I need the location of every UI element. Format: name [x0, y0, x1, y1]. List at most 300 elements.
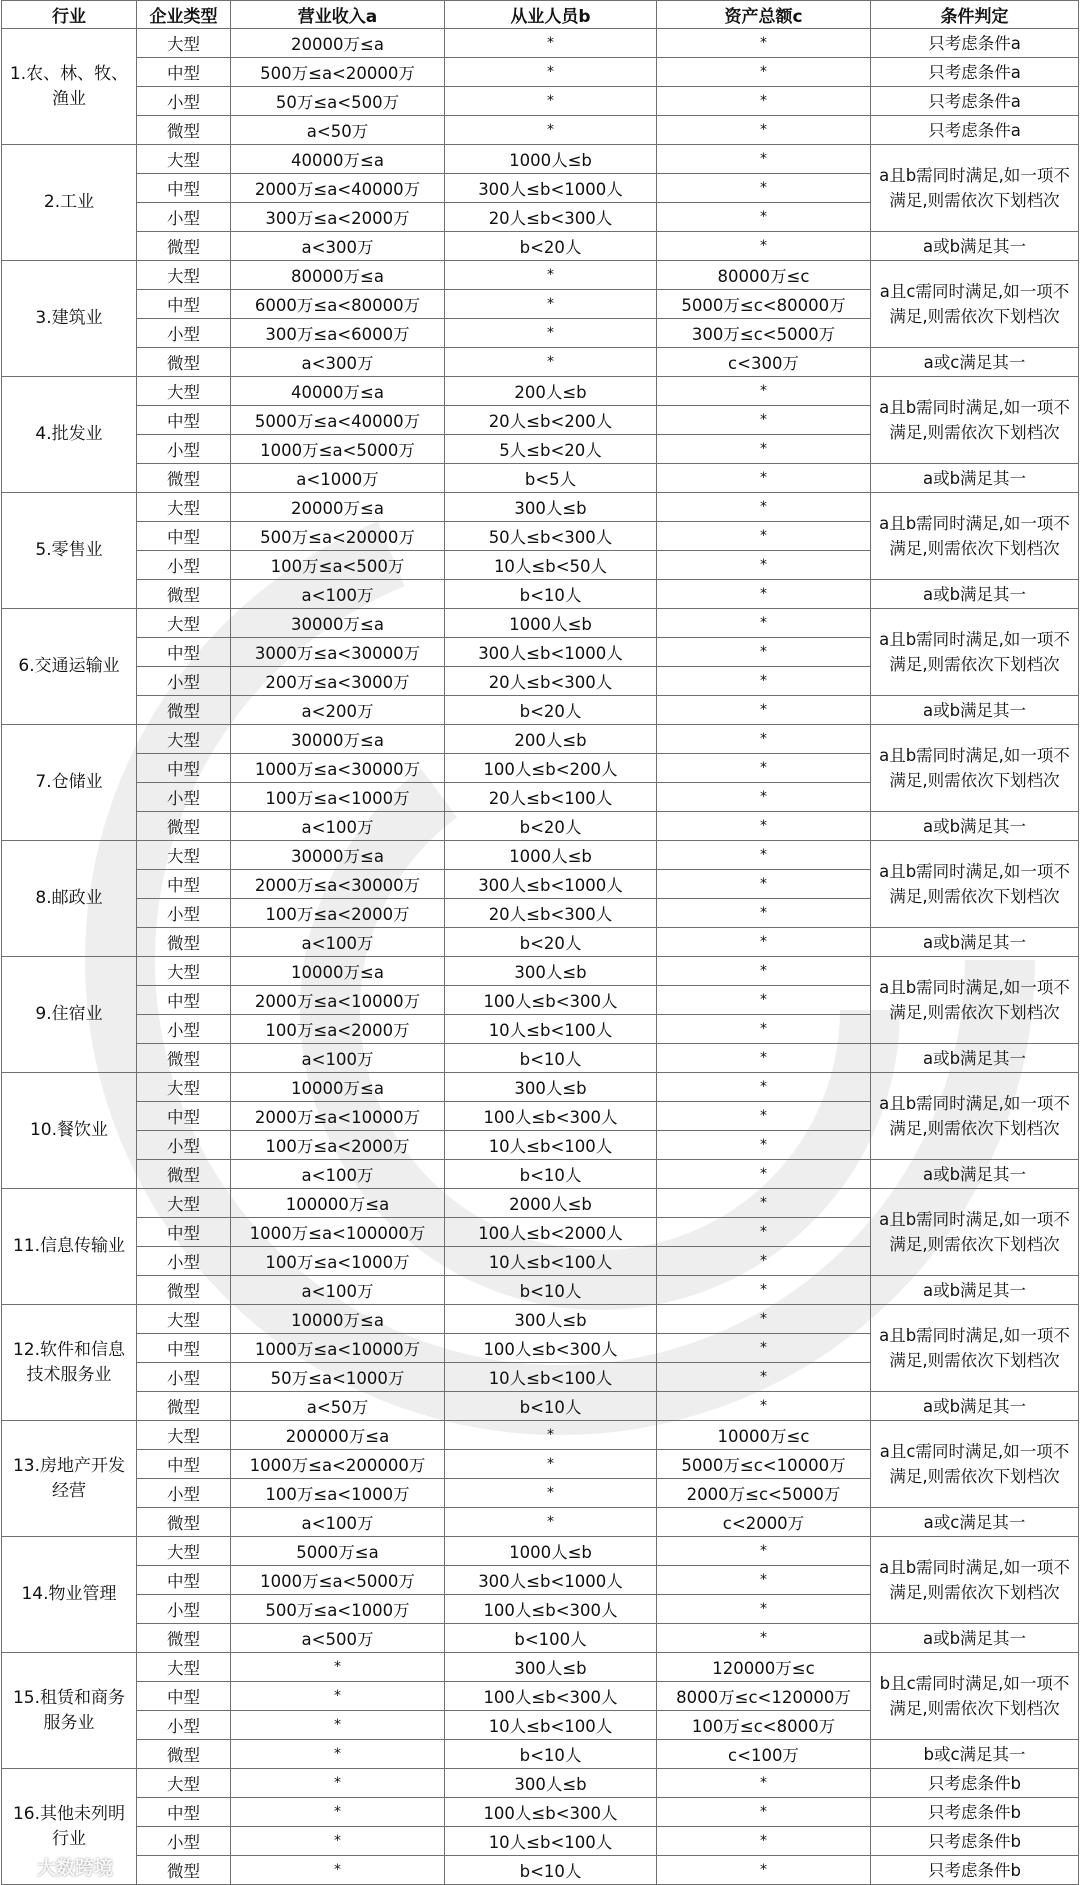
- table-row: [2, 1537, 1079, 1566]
- employees-threshold: b<20人: [445, 812, 657, 841]
- revenue-threshold: 30000万≤a: [231, 841, 445, 870]
- employees-threshold: b<10人: [445, 1740, 657, 1769]
- enterprise-size: 微型: [137, 1508, 231, 1537]
- employees-threshold: *: [445, 58, 657, 87]
- revenue-threshold: 10000万≤a: [231, 1073, 445, 1102]
- condition-rule-micro: a或b满足其一: [871, 1160, 1079, 1189]
- assets-threshold: *: [657, 638, 871, 667]
- revenue-threshold: 100万≤a<1000万: [231, 1479, 445, 1508]
- assets-threshold: *: [657, 783, 871, 812]
- enterprise-size: 中型: [137, 1798, 231, 1827]
- enterprise-size: 大型: [137, 609, 231, 638]
- revenue-threshold: 100万≤a<2000万: [231, 1131, 445, 1160]
- table-row: [2, 1769, 1079, 1798]
- revenue-threshold: 30000万≤a: [231, 725, 445, 754]
- enterprise-size: 中型: [137, 1218, 231, 1247]
- enterprise-size: 微型: [137, 1392, 231, 1421]
- enterprise-size: 小型: [137, 1827, 231, 1856]
- revenue-threshold: a<100万: [231, 1160, 445, 1189]
- condition-rule-micro: b或c满足其一: [871, 1740, 1079, 1769]
- assets-threshold: *: [657, 1769, 871, 1798]
- table-row: [2, 464, 1079, 493]
- enterprise-size: 微型: [137, 1740, 231, 1769]
- condition-rule-micro: a或b满足其一: [871, 1624, 1079, 1653]
- industry-name: 10.餐饮业: [2, 1073, 137, 1189]
- employees-threshold: 200人≤b: [445, 377, 657, 406]
- employees-threshold: b<10人: [445, 1276, 657, 1305]
- condition-rule: a且b需同时满足,如一项不满足,则需依次下划档次: [871, 145, 1079, 232]
- revenue-threshold: 1000万≤a<100000万: [231, 1218, 445, 1247]
- condition-rule: a且b需同时满足,如一项不满足,则需依次下划档次: [871, 1073, 1079, 1160]
- assets-threshold: *: [657, 725, 871, 754]
- enterprise-size: 大型: [137, 377, 231, 406]
- revenue-threshold: 50万≤a<1000万: [231, 1363, 445, 1392]
- employees-threshold: *: [445, 29, 657, 58]
- table-row: [2, 232, 1079, 261]
- enterprise-size: 中型: [137, 870, 231, 899]
- revenue-threshold: 30000万≤a: [231, 609, 445, 638]
- assets-threshold: *: [657, 1102, 871, 1131]
- condition-rule: 只考虑条件b: [871, 1769, 1079, 1798]
- condition-rule: 只考虑条件a: [871, 58, 1079, 87]
- enterprise-size: 微型: [137, 348, 231, 377]
- enterprise-size: 微型: [137, 232, 231, 261]
- revenue-threshold: *: [231, 1682, 445, 1711]
- employees-threshold: 100人≤b<300人: [445, 1334, 657, 1363]
- table-row: [2, 609, 1079, 638]
- employees-threshold: b<10人: [445, 1044, 657, 1073]
- enterprise-size: 中型: [137, 1334, 231, 1363]
- condition-rule-micro: a或b满足其一: [871, 812, 1079, 841]
- assets-threshold: 2000万≤c<5000万: [657, 1479, 871, 1508]
- employees-threshold: b<100人: [445, 1624, 657, 1653]
- header-employees: 从业人员b: [445, 1, 657, 29]
- industry-name: 15.租赁和商务服务业: [2, 1653, 137, 1769]
- revenue-threshold: 2000万≤a<10000万: [231, 986, 445, 1015]
- assets-threshold: *: [657, 1798, 871, 1827]
- employees-threshold: 300人≤b: [445, 1769, 657, 1798]
- enterprise-size: 中型: [137, 406, 231, 435]
- industry-name: 8.邮政业: [2, 841, 137, 957]
- employees-threshold: 100人≤b<300人: [445, 1798, 657, 1827]
- revenue-threshold: 100000万≤a: [231, 1189, 445, 1218]
- assets-threshold: *: [657, 58, 871, 87]
- industry-name: 7.仓储业: [2, 725, 137, 841]
- assets-threshold: 10000万≤c: [657, 1421, 871, 1450]
- enterprise-size: 小型: [137, 87, 231, 116]
- revenue-threshold: a<100万: [231, 1044, 445, 1073]
- condition-rule: a且b需同时满足,如一项不满足,则需依次下划档次: [871, 377, 1079, 464]
- assets-threshold: *: [657, 493, 871, 522]
- table-row: [2, 261, 1079, 290]
- condition-rule-micro: a或b满足其一: [871, 696, 1079, 725]
- condition-rule-micro: a或b满足其一: [871, 1276, 1079, 1305]
- condition-rule-micro: a或b满足其一: [871, 928, 1079, 957]
- industry-name: 6.交通运输业: [2, 609, 137, 725]
- revenue-threshold: 40000万≤a: [231, 145, 445, 174]
- revenue-threshold: 100万≤a<1000万: [231, 1247, 445, 1276]
- employees-threshold: 100人≤b<300人: [445, 1102, 657, 1131]
- header-industry: 行业: [2, 1, 137, 29]
- assets-threshold: *: [657, 145, 871, 174]
- table-row: [2, 696, 1079, 725]
- revenue-threshold: 500万≤a<20000万: [231, 522, 445, 551]
- employees-threshold: 300人≤b: [445, 493, 657, 522]
- assets-threshold: *: [657, 1015, 871, 1044]
- revenue-threshold: 40000万≤a: [231, 377, 445, 406]
- revenue-threshold: a<100万: [231, 1508, 445, 1537]
- assets-threshold: c<100万: [657, 1740, 871, 1769]
- table-row: [2, 87, 1079, 116]
- condition-rule-micro: a或c满足其一: [871, 348, 1079, 377]
- table-row: [2, 1827, 1079, 1856]
- revenue-threshold: *: [231, 1827, 445, 1856]
- condition-rule: a且b需同时满足,如一项不满足,则需依次下划档次: [871, 1189, 1079, 1276]
- enterprise-size: 小型: [137, 1711, 231, 1740]
- assets-threshold: *: [657, 232, 871, 261]
- condition-rule-micro: a或c满足其一: [871, 1508, 1079, 1537]
- revenue-threshold: 500万≤a<20000万: [231, 58, 445, 87]
- enterprise-size: 微型: [137, 1044, 231, 1073]
- assets-threshold: *: [657, 1044, 871, 1073]
- enterprise-size: 小型: [137, 435, 231, 464]
- revenue-threshold: *: [231, 1653, 445, 1682]
- enterprise-size: 大型: [137, 145, 231, 174]
- revenue-threshold: 100万≤a<2000万: [231, 899, 445, 928]
- enterprise-size: 小型: [137, 1363, 231, 1392]
- employees-threshold: 20人≤b<200人: [445, 406, 657, 435]
- condition-rule: 只考虑条件a: [871, 29, 1079, 58]
- assets-threshold: *: [657, 609, 871, 638]
- table-row: [2, 1624, 1079, 1653]
- assets-threshold: *: [657, 1827, 871, 1856]
- condition-rule: b且c需同时满足,如一项不满足,则需依次下划档次: [871, 1653, 1079, 1740]
- enterprise-size: 大型: [137, 841, 231, 870]
- assets-threshold: 120000万≤c: [657, 1653, 871, 1682]
- assets-threshold: *: [657, 928, 871, 957]
- enterprise-size: 中型: [137, 58, 231, 87]
- table-row: [2, 725, 1079, 754]
- enterprise-size: 微型: [137, 812, 231, 841]
- revenue-threshold: a<50万: [231, 1392, 445, 1421]
- revenue-threshold: 200万≤a<3000万: [231, 667, 445, 696]
- assets-threshold: *: [657, 1363, 871, 1392]
- revenue-threshold: a<1000万: [231, 464, 445, 493]
- assets-threshold: *: [657, 87, 871, 116]
- employees-threshold: 10人≤b<50人: [445, 551, 657, 580]
- assets-threshold: *: [657, 812, 871, 841]
- revenue-threshold: *: [231, 1769, 445, 1798]
- assets-threshold: *: [657, 1073, 871, 1102]
- table-row: [2, 1653, 1079, 1682]
- enterprise-size: 中型: [137, 522, 231, 551]
- assets-threshold: *: [657, 522, 871, 551]
- assets-threshold: *: [657, 754, 871, 783]
- table-row: [2, 928, 1079, 957]
- table-row: [2, 58, 1079, 87]
- enterprise-size: 大型: [137, 1073, 231, 1102]
- header-enterprise-type: 企业类型: [137, 1, 231, 29]
- enterprise-size: 微型: [137, 1624, 231, 1653]
- revenue-threshold: 100万≤a<500万: [231, 551, 445, 580]
- enterprise-size: 中型: [137, 174, 231, 203]
- employees-threshold: 20人≤b<300人: [445, 203, 657, 232]
- enterprise-size: 微型: [137, 1160, 231, 1189]
- revenue-threshold: 1000万≤a<10000万: [231, 1334, 445, 1363]
- employees-threshold: *: [445, 87, 657, 116]
- assets-threshold: *: [657, 203, 871, 232]
- revenue-threshold: 2000万≤a<10000万: [231, 1102, 445, 1131]
- employees-threshold: 200人≤b: [445, 725, 657, 754]
- condition-rule: 只考虑条件a: [871, 87, 1079, 116]
- employees-threshold: 300人≤b<1000人: [445, 1566, 657, 1595]
- enterprise-size: 微型: [137, 696, 231, 725]
- enterprise-size: 中型: [137, 1682, 231, 1711]
- enterprise-size: 大型: [137, 1305, 231, 1334]
- employees-threshold: 10人≤b<100人: [445, 1015, 657, 1044]
- revenue-threshold: 10000万≤a: [231, 1305, 445, 1334]
- assets-threshold: *: [657, 377, 871, 406]
- industry-name: 3.建筑业: [2, 261, 137, 377]
- revenue-threshold: *: [231, 1740, 445, 1769]
- industry-name: 13.房地产开发经营: [2, 1421, 137, 1537]
- table-row: [2, 1392, 1079, 1421]
- revenue-threshold: 50万≤a<500万: [231, 87, 445, 116]
- enterprise-size: 小型: [137, 783, 231, 812]
- brand-text: 大数跨境: [37, 1856, 114, 1879]
- employees-threshold: *: [445, 1508, 657, 1537]
- revenue-threshold: a<300万: [231, 232, 445, 261]
- table-row: [2, 1276, 1079, 1305]
- table-row: [2, 1189, 1079, 1218]
- enterprise-size: 小型: [137, 551, 231, 580]
- revenue-threshold: a<300万: [231, 348, 445, 377]
- employees-threshold: 1000人≤b: [445, 609, 657, 638]
- assets-threshold: *: [657, 116, 871, 145]
- table-row: [2, 1305, 1079, 1334]
- revenue-threshold: *: [231, 1798, 445, 1827]
- employees-threshold: *: [445, 116, 657, 145]
- industry-name: 5.零售业: [2, 493, 137, 609]
- revenue-threshold: a<100万: [231, 812, 445, 841]
- enterprise-size: 微型: [137, 580, 231, 609]
- enterprise-size: 微型: [137, 464, 231, 493]
- employees-threshold: b<5人: [445, 464, 657, 493]
- employees-threshold: 50人≤b<300人: [445, 522, 657, 551]
- assets-threshold: *: [657, 667, 871, 696]
- enterprise-size: 中型: [137, 290, 231, 319]
- table-row: [2, 841, 1079, 870]
- employees-threshold: 10人≤b<100人: [445, 1247, 657, 1276]
- employees-threshold: 10人≤b<100人: [445, 1131, 657, 1160]
- assets-threshold: *: [657, 464, 871, 493]
- condition-rule: 只考虑条件a: [871, 116, 1079, 145]
- assets-threshold: *: [657, 1131, 871, 1160]
- table-row: [2, 1856, 1079, 1885]
- assets-threshold: 100万≤c<8000万: [657, 1711, 871, 1740]
- enterprise-size: 大型: [137, 1653, 231, 1682]
- revenue-threshold: a<100万: [231, 928, 445, 957]
- table-row: [2, 348, 1079, 377]
- employees-threshold: b<10人: [445, 1392, 657, 1421]
- revenue-threshold: 20000万≤a: [231, 493, 445, 522]
- assets-threshold: c<2000万: [657, 1508, 871, 1537]
- employees-threshold: 100人≤b<200人: [445, 754, 657, 783]
- employees-threshold: 20人≤b<100人: [445, 783, 657, 812]
- condition-rule-micro: a或b满足其一: [871, 232, 1079, 261]
- assets-threshold: *: [657, 841, 871, 870]
- industry-name: 16.其他未列明行业: [2, 1769, 137, 1885]
- revenue-threshold: 1000万≤a<200000万: [231, 1450, 445, 1479]
- condition-rule-micro: a或b满足其一: [871, 1392, 1079, 1421]
- industry-name: 2.工业: [2, 145, 137, 261]
- employees-threshold: 100人≤b<2000人: [445, 1218, 657, 1247]
- assets-threshold: *: [657, 174, 871, 203]
- enterprise-size: 小型: [137, 667, 231, 696]
- assets-threshold: *: [657, 1305, 871, 1334]
- assets-threshold: 8000万≤c<120000万: [657, 1682, 871, 1711]
- table-row: [2, 1740, 1079, 1769]
- employees-threshold: *: [445, 319, 657, 348]
- enterprise-size: 小型: [137, 1131, 231, 1160]
- employees-threshold: 1000人≤b: [445, 145, 657, 174]
- employees-threshold: 300人≤b: [445, 1073, 657, 1102]
- enterprise-size: 小型: [137, 203, 231, 232]
- revenue-threshold: a<50万: [231, 116, 445, 145]
- assets-threshold: *: [657, 580, 871, 609]
- table-row: [2, 377, 1079, 406]
- assets-threshold: *: [657, 1334, 871, 1363]
- header-condition: 条件判定: [871, 1, 1079, 29]
- industry-name: 12.软件和信息技术服务业: [2, 1305, 137, 1421]
- enterprise-size: 大型: [137, 1769, 231, 1798]
- condition-rule: a且b需同时满足,如一项不满足,则需依次下划档次: [871, 841, 1079, 928]
- enterprise-size: 小型: [137, 899, 231, 928]
- employees-threshold: 300人≤b<1000人: [445, 174, 657, 203]
- revenue-threshold: 500万≤a<1000万: [231, 1595, 445, 1624]
- assets-threshold: *: [657, 957, 871, 986]
- revenue-threshold: a<500万: [231, 1624, 445, 1653]
- revenue-threshold: 5000万≤a: [231, 1537, 445, 1566]
- enterprise-size: 微型: [137, 116, 231, 145]
- employees-threshold: 2000人≤b: [445, 1189, 657, 1218]
- enterprise-size: 大型: [137, 957, 231, 986]
- employees-threshold: 100人≤b<300人: [445, 1682, 657, 1711]
- enterprise-size: 小型: [137, 319, 231, 348]
- assets-threshold: 300万≤c<5000万: [657, 319, 871, 348]
- assets-threshold: 80000万≤c: [657, 261, 871, 290]
- enterprise-size: 小型: [137, 1247, 231, 1276]
- assets-threshold: *: [657, 899, 871, 928]
- revenue-threshold: *: [231, 1856, 445, 1885]
- enterprise-size: 大型: [137, 1537, 231, 1566]
- employees-threshold: 10人≤b<100人: [445, 1711, 657, 1740]
- revenue-threshold: *: [231, 1711, 445, 1740]
- enterprise-size: 中型: [137, 1102, 231, 1131]
- table-row: [2, 1073, 1079, 1102]
- enterprise-size: 中型: [137, 1566, 231, 1595]
- revenue-threshold: 20000万≤a: [231, 29, 445, 58]
- condition-rule: 只考虑条件b: [871, 1856, 1079, 1885]
- employees-threshold: b<20人: [445, 696, 657, 725]
- revenue-threshold: 3000万≤a<30000万: [231, 638, 445, 667]
- table-row: [2, 1421, 1079, 1450]
- employees-threshold: b<10人: [445, 1856, 657, 1885]
- condition-rule: a且b需同时满足,如一项不满足,则需依次下划档次: [871, 957, 1079, 1044]
- condition-rule: a且c需同时满足,如一项不满足,则需依次下划档次: [871, 261, 1079, 348]
- enterprise-size: 大型: [137, 493, 231, 522]
- table-row: [2, 1044, 1079, 1073]
- revenue-threshold: a<100万: [231, 1276, 445, 1305]
- table-row: [2, 1160, 1079, 1189]
- assets-threshold: *: [657, 1566, 871, 1595]
- employees-threshold: 300人≤b<1000人: [445, 870, 657, 899]
- employees-threshold: *: [445, 348, 657, 377]
- assets-threshold: *: [657, 1392, 871, 1421]
- assets-threshold: *: [657, 1160, 871, 1189]
- employees-threshold: *: [445, 1421, 657, 1450]
- employees-threshold: 10人≤b<100人: [445, 1827, 657, 1856]
- employees-threshold: 1000人≤b: [445, 1537, 657, 1566]
- employees-threshold: 10人≤b<100人: [445, 1363, 657, 1392]
- assets-threshold: *: [657, 29, 871, 58]
- enterprise-size: 大型: [137, 725, 231, 754]
- revenue-threshold: 6000万≤a<80000万: [231, 290, 445, 319]
- condition-rule: a且b需同时满足,如一项不满足,则需依次下划档次: [871, 493, 1079, 580]
- employees-threshold: b<10人: [445, 580, 657, 609]
- assets-threshold: 5000万≤c<80000万: [657, 290, 871, 319]
- employees-threshold: 300人≤b: [445, 1305, 657, 1334]
- employees-threshold: 300人≤b<1000人: [445, 638, 657, 667]
- revenue-threshold: 2000万≤a<40000万: [231, 174, 445, 203]
- revenue-threshold: 300万≤a<6000万: [231, 319, 445, 348]
- condition-rule: a且c需同时满足,如一项不满足,则需依次下划档次: [871, 1421, 1079, 1508]
- employees-threshold: 300人≤b: [445, 957, 657, 986]
- table-row: [2, 580, 1079, 609]
- employees-threshold: *: [445, 1479, 657, 1508]
- enterprise-size: 中型: [137, 986, 231, 1015]
- revenue-threshold: 80000万≤a: [231, 261, 445, 290]
- header-revenue: 营业收入a: [231, 1, 445, 29]
- condition-rule-micro: a或b满足其一: [871, 580, 1079, 609]
- revenue-threshold: 100万≤a<2000万: [231, 1015, 445, 1044]
- industry-name: 4.批发业: [2, 377, 137, 493]
- enterprise-size: 大型: [137, 1421, 231, 1450]
- employees-threshold: 300人≤b: [445, 1653, 657, 1682]
- assets-threshold: *: [657, 1856, 871, 1885]
- assets-threshold: *: [657, 1218, 871, 1247]
- assets-threshold: *: [657, 696, 871, 725]
- revenue-threshold: 300万≤a<2000万: [231, 203, 445, 232]
- condition-rule: 只考虑条件b: [871, 1798, 1079, 1827]
- assets-threshold: *: [657, 1247, 871, 1276]
- assets-threshold: *: [657, 435, 871, 464]
- table-row: [2, 493, 1079, 522]
- enterprise-size: 大型: [137, 1189, 231, 1218]
- condition-rule-micro: a或b满足其一: [871, 1044, 1079, 1073]
- employees-threshold: 100人≤b<300人: [445, 1595, 657, 1624]
- enterprise-size: 小型: [137, 1479, 231, 1508]
- enterprise-size: 中型: [137, 1450, 231, 1479]
- table-row: [2, 29, 1079, 58]
- revenue-threshold: 1000万≤a<5000万: [231, 1566, 445, 1595]
- header-row: [2, 1, 1079, 29]
- enterprise-size: 微型: [137, 928, 231, 957]
- table-row: [2, 145, 1079, 174]
- employees-threshold: *: [445, 1450, 657, 1479]
- table-row: [2, 116, 1079, 145]
- assets-threshold: *: [657, 986, 871, 1015]
